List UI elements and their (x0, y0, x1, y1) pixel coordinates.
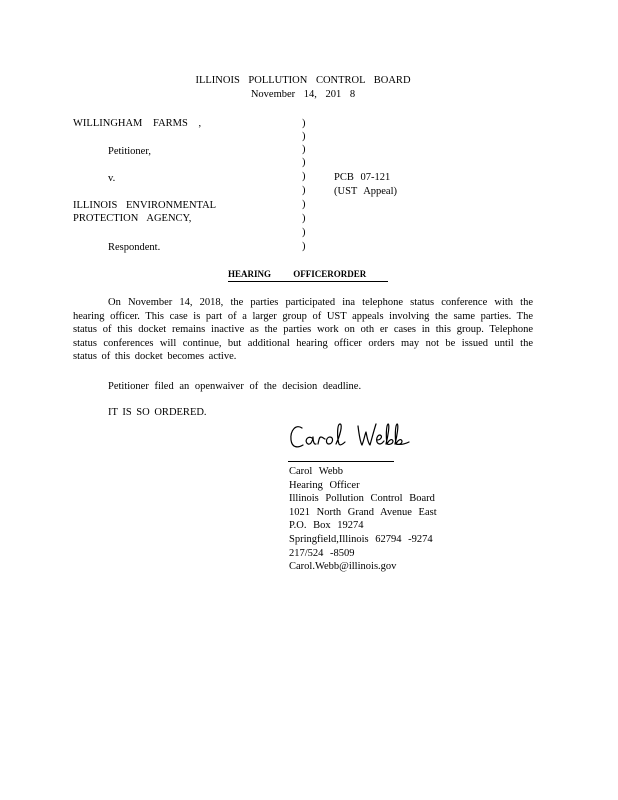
caption-paren: ) (302, 185, 306, 196)
petitioner-role: Petitioner, (108, 146, 152, 157)
caption-paren: ) (302, 241, 306, 252)
handwritten-signature (288, 418, 413, 458)
respondent-name-line2: PROTECTION AGENCY, (73, 213, 192, 224)
signer-organization: Illinois Pollution Control Board (289, 493, 435, 505)
board-heading: ILLINOIS POLLUTION CONTROL BOARD (195, 75, 411, 86)
caption-paren: ) (302, 131, 306, 142)
signature-line (288, 461, 394, 462)
order-paragraph-2: Petitioner filed an openwaiver of the decision deadline. (108, 381, 362, 392)
versus-label: v. (108, 173, 116, 184)
caption-paren: ) (302, 171, 306, 182)
signature-block (289, 465, 437, 574)
signer-name: Carol Webb (289, 466, 343, 477)
order-paragraph-3: IT IS SO ORDERED. (108, 407, 207, 418)
order-paragraph-1: On November 14, 2018, the parties participated ina telephone status conference with the hearing officer. This case is part of a larger group of UST appeals involving the same parties. The status of this docket remains inactive as the parties work on oth er cases in this group. Telephone status conferences will continue, but additional hearing officer orders may not be issued until the status of this docket becomes active. (73, 297, 533, 363)
respondent-name-line1: ILLINOIS ENVIRONMENTAL (73, 200, 217, 211)
caption-paren: ) (302, 157, 306, 168)
email-address[interactable]: Carol.Webb@illinois.gov (289, 561, 397, 573)
caption-paren: ) (302, 118, 306, 129)
caption-paren: ) (302, 213, 306, 224)
respondent-role: Respondent. (108, 242, 161, 253)
signer-title: Hearing Officer (289, 479, 360, 491)
phone-number: 217/524 -8509 (289, 547, 355, 559)
order-date: November 14, 201 8 (250, 89, 356, 100)
address-street: 1021 North Grand Avenue East (289, 506, 437, 518)
case-type: (UST Appeal) (334, 186, 398, 197)
address-city: Springfield,Illinois 62794 -9274 (289, 533, 433, 545)
caption-paren: ) (302, 199, 306, 210)
order-title: HEARING OFFICERORDER (228, 268, 388, 282)
address-po-box: P.O. Box 19274 (289, 520, 364, 532)
caption-paren: ) (302, 227, 306, 238)
caption-paren: ) (302, 144, 306, 155)
petitioner-name: WILLINGHAM FARMS , (73, 118, 202, 129)
case-number: PCB 07-121 (334, 172, 391, 183)
